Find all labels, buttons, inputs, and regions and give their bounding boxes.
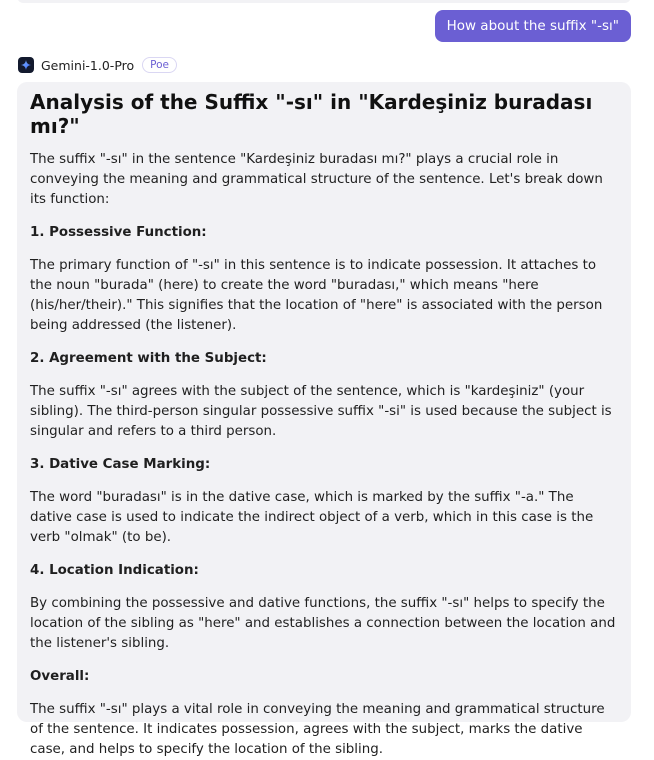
section-body-overall: The suffix "-sı" plays a vital role in conveying the meaning and grammatical structure of the sentence. It indicates possession, agrees with the subject, marks the dative case, and helps to specify the location of the sibling. [30,702,605,757]
response-title: Analysis of the Suffix "-sı" in "Kardeşiniz buradası mı?" [30,90,593,138]
section-heading-location: 4. Location Indication: [30,563,199,578]
bot-response-bubble [17,82,631,757]
response-intro: The suffix "-sı" in the sentence "Kardeşiniz buradası mı?" plays a crucial role in conveying the meaning and grammatical structure of the sentence. Let's break down its function: [30,152,603,207]
bot-header [18,55,177,75]
section-body-dative: The word "buradası" is in the dative case, which is marked by the suffix "-a." The dative case is used to indicate the indirect object of a verb, which in this case is the verb "olmak" (to be). [30,490,594,545]
section-body-agreement: The suffix "-sı" agrees with the subject of the sentence, which is "kardeşiniz" (your sibling). The third-person singular possessive suffix "-si" is used because the subject is singular and refers to a third person. [30,384,612,439]
section-heading-overall: Overall: [30,669,90,684]
section-heading-possessive: 1. Possessive Function: [30,225,207,240]
bot-name[interactable]: Gemini-1.0-Pro [41,57,135,73]
section-heading-agreement: 2. Agreement with the Subject: [30,351,267,366]
previous-message-bubble [17,0,631,3]
section-heading-dative: 3. Dative Case Marking: [30,457,211,472]
poe-badge: Poe [142,57,177,73]
sparkle-icon [21,60,31,70]
user-message-row [435,10,631,42]
section-body-possessive: The primary function of "-sı" in this sentence is to indicate possession. It attaches to the noun "burada" (here) to create the word "buradası," which means "here (his/her/their)." This signifies that the location of "here" is associated with the person being addressed (the listener). [30,258,603,333]
section-body-location: By combining the possessive and dative functions, the suffix "-sı" helps to specify the location of the sibling as "here" and establishes a connection between the location and the listener's sibling. [30,596,616,651]
user-message-bubble[interactable]: How about the suffix "-sı" [435,10,631,42]
gemini-avatar-icon[interactable] [18,57,34,73]
